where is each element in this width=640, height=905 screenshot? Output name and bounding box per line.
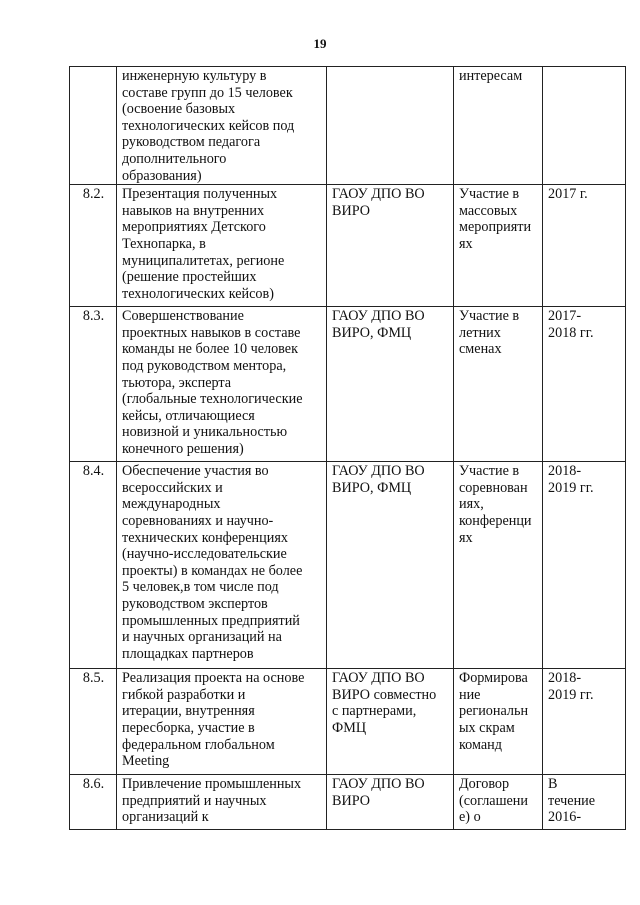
activity-description: Реализация проекта на основе гибкой разработки и итерации, внутренняя пересборка, участие в федеральном глобальном Meeting: [117, 669, 327, 775]
expected-result: Участие в соревнован иях, конференци ях: [454, 462, 543, 669]
activity-description: Презентация полученных навыков на внутренних мероприятиях Детского Технопарка, в муниципалитетах, регионе (решение простейших технологических кейсов): [117, 185, 327, 307]
expected-result: интересам: [454, 67, 543, 185]
table-row: [70, 462, 626, 669]
term: 2017- 2018 гг.: [543, 307, 626, 462]
term: [543, 67, 626, 185]
table-row: [70, 185, 626, 307]
expected-result: Договор (соглашени е) о: [454, 775, 543, 830]
row-number: 8.4.: [70, 462, 117, 669]
executor: ГАОУ ДПО ВО ВИРО совместно с партнерами, ФМЦ: [327, 669, 454, 775]
table-row: [70, 775, 626, 830]
activity-description: Совершенствование проектных навыков в составе команды не более 10 человек под руководством ментора, тьютора, эксперта (глобальные технологические кейсы, отличающиеся новизной и уникальностью конечного решения): [117, 307, 327, 462]
term: 2018- 2019 гг.: [543, 669, 626, 775]
table-row: [70, 67, 626, 185]
term: 2018- 2019 гг.: [543, 462, 626, 669]
activity-description: Привлечение промышленных предприятий и научных организаций к: [117, 775, 327, 830]
row-number: 8.3.: [70, 307, 117, 462]
row-number: 8.6.: [70, 775, 117, 830]
table-row: [70, 307, 626, 462]
activity-description: инженерную культуру в составе групп до 15 человек (освоение базовых технологических кейсов под руководством педагога дополнительного образования): [117, 67, 327, 185]
expected-result: Участие в массовых мероприяти ях: [454, 185, 543, 307]
expected-result: Формирова ние региональн ых скрам команд: [454, 669, 543, 775]
page-number: 19: [313, 36, 327, 51]
table-row: [70, 669, 626, 775]
executor: [327, 67, 454, 185]
activities-table: [69, 66, 626, 830]
row-number: 8.2.: [70, 185, 117, 307]
executor: ГАОУ ДПО ВО ВИРО: [327, 185, 454, 307]
term: В течение 2016-: [543, 775, 626, 830]
expected-result: Участие в летних сменах: [454, 307, 543, 462]
activity-description: Обеспечение участия во всероссийских и международных соревнованиях и научно- технических конференциях (научно-исследовательские проекты) в командах не более 5 человек,в том числе под руководством экспертов промышленных предприятий и научных организаций на площадках партнеров: [117, 462, 327, 669]
term: 2017 г.: [543, 185, 626, 307]
executor: ГАОУ ДПО ВО ВИРО: [327, 775, 454, 830]
row-number: [70, 67, 117, 185]
executor: ГАОУ ДПО ВО ВИРО, ФМЦ: [327, 307, 454, 462]
row-number: 8.5.: [70, 669, 117, 775]
executor: ГАОУ ДПО ВО ВИРО, ФМЦ: [327, 462, 454, 669]
